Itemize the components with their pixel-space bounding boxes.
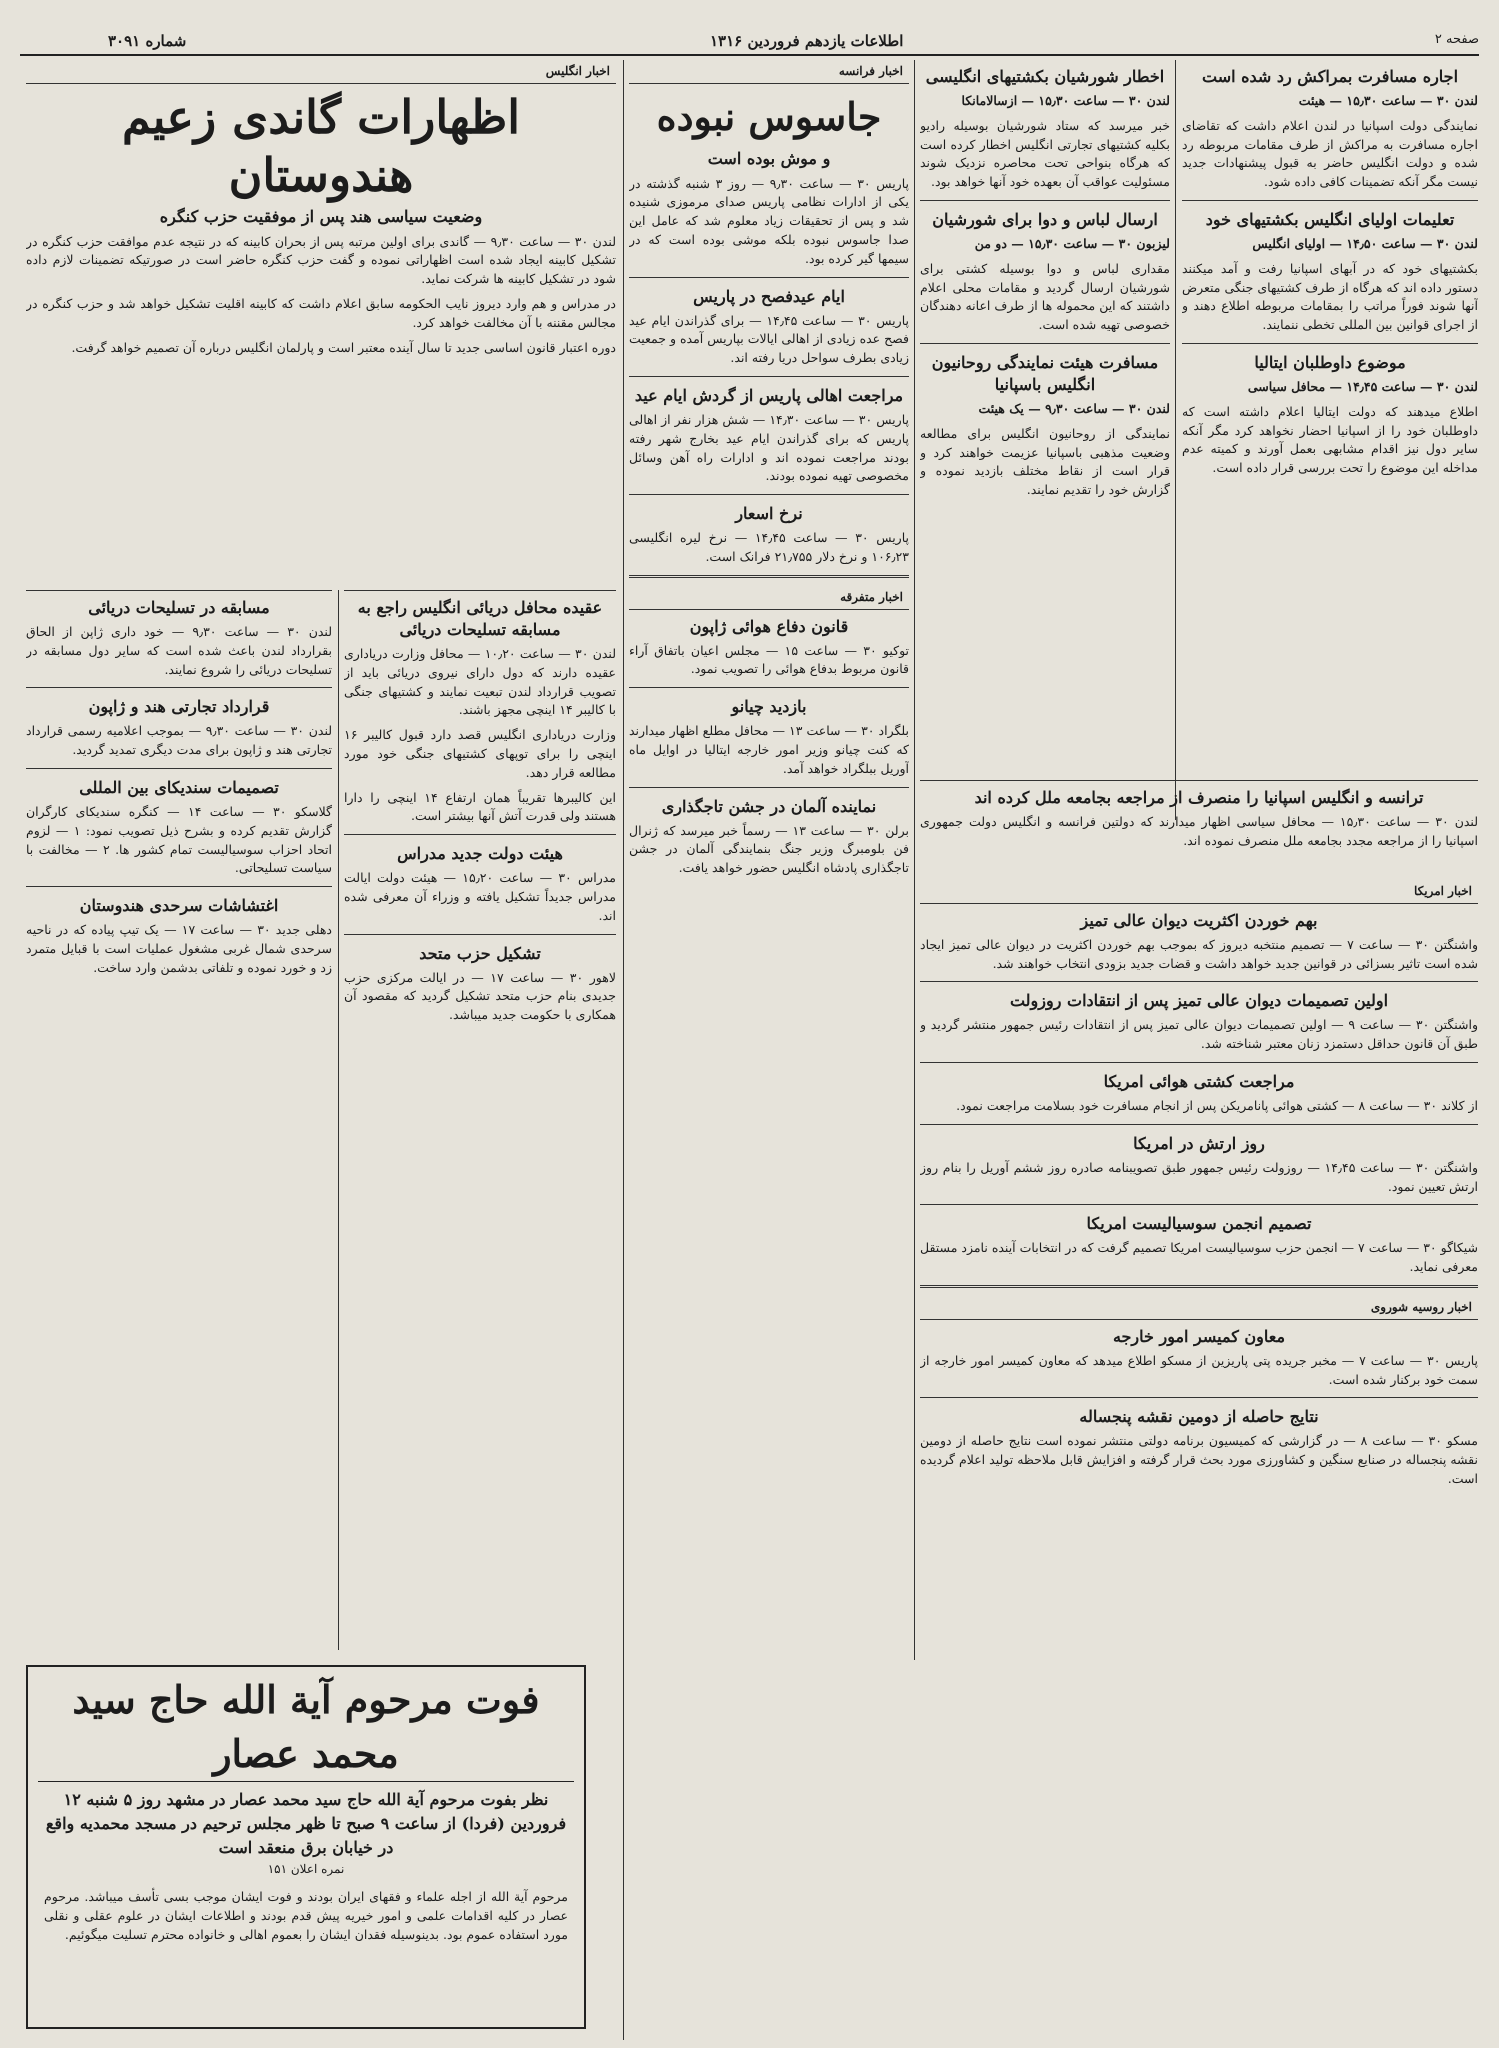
article-dateline: لندن ۳۰ — ساعت ۹٫۳۰ — یک هیئت xyxy=(978,400,1170,416)
article-body: لندن ۳۰ — ساعت ۹٫۳۰ — گاندی برای اولین مرتبه پس از بحران کابینه که در نتیجه عدم موافقت حزب کنگره در تشکیل کابینه ایجاد شده است اظهاراتی نموده و گفت حزب کنگره حاضر است در صورتیکه تضمینات لازم داده شود در تشکیل کابینه ها شرکت نماید. xyxy=(26,233,616,287)
article-body: پاریس ۳۰ — ساعت ۱۴٫۴۵ — برای گذراندن ایام عید فصح عده زیادی از اهالی ایالات بپاریس آمده و جمعیت زیادی بطرف سواحل دریا رفته اند. xyxy=(629,312,909,366)
notice-number: نمره اعلان ۱۵۱ xyxy=(267,1862,345,1876)
section-label: اخبار فرانسه xyxy=(629,60,909,84)
column-middle xyxy=(26,590,332,1651)
article-body: گلاسکو ۳۰ — ساعت ۱۴ — کنگره سندیکای کارگران گزارش تقدیم کرده و بشرح ذیل تصویب نمود: ۱ — لزوم اتحاد احزاب سوسیالیست تمام کشور ها. ۲ — مخالفت با سیاست تسلیحاتی. xyxy=(26,803,332,876)
article-headline: مراجعت کشتی هوائی امریکا xyxy=(1103,1071,1295,1091)
article-body: لاهور ۳۰ — ساعت ۱۷ — در ایالت مرکزی حزب جدیدی بنام حزب متحد تشکیل گردید که مقصود آن همکاری با حکومت جدید میباشد. xyxy=(344,969,616,1023)
article-headline: ترانسه و انگلیس اسپانیا را منصرف از مراجعه بجامعه ملل کرده اند xyxy=(974,788,1424,807)
section-label: اخبار روسیه شوروی xyxy=(920,1296,1478,1320)
article-headline: مسابقه در تسلیحات دریائی xyxy=(88,598,270,617)
spy-headline: جاسوس نبوده xyxy=(656,93,882,139)
article-body: خبر میرسد که ستاد شورشیان بوسیله رادیو بکلیه کشتیهای تجارتی انگلیس اخطار کرده است که هرگاه بنواحی تحت محاصره نزدیک شوند مسئولیت عواقب آن بعهده خود آنها خواهد بود. xyxy=(920,117,1170,190)
page-header xyxy=(20,28,1479,56)
article-body: شیکاگو ۳۰ — ساعت ۷ — انجمن حزب سوسیالیست امریکا تصمیم گرفت که در انتخابات آینده نامزد مستقل معرفی نماید. xyxy=(920,1240,1478,1275)
article-spain-league xyxy=(920,780,1478,871)
article-headline: بازدید چیانو xyxy=(731,697,807,717)
page-number: صفحه ۲ xyxy=(1434,32,1479,47)
page-date: اطلاعات یازدهم فروردین ۱۳۱۶ xyxy=(710,32,904,50)
article-headline: معاون کمیسر امور خارجه xyxy=(1112,1326,1286,1346)
obituary-notice: نظر بفوت مرحوم آیة الله حاج سید محمد عصار در مشهد روز ۵ شنبه ۱۲ فروردین (فردا) از ساعت ۹ صبح تا ظهر مجلس ترحیم در مسجد محمدیه واقع در خیابان برق منعقد است xyxy=(45,1790,567,1857)
article-body: پاریس ۳۰ — ساعت ۱۴٫۴۵ — نرخ لیره انگلیسی ۱۰۶٫۲۳ و نرخ دلار ۲۱٫۷۵۵ فرانک است. xyxy=(629,530,909,564)
article-body: پاریس ۳۰ — ساعت ۹٫۳۰ — روز ۳ شنبه گذشته در یکی از ادارات نظامی پاریس صدای مرموزی شنیده شد و پس از تحقیقات زیاد معلوم شد که عامل این صدا جاسوس نبوده بلکه موشی بوده است که در سیمها گیر کرده بود. xyxy=(629,175,909,266)
article-headline: نرخ اسعار xyxy=(735,504,803,524)
article-body: در مدراس و هم وارد دیروز نایب الحکومه سابق اعلام داشت که کابینه اقلیت تشکیل خواهد شد و حزب کنگره در مجالس مقننه با آن مخالفت خواهد کرد. xyxy=(26,295,616,330)
article-body: پاریس ۳۰ — ساعت ۱۴٫۳۰ — شش هزار نفر از اهالی پاریس که برای گذراندن ایام عید بخارج شهر رفته بودند مراجعت نموده اند و ادارات راه آهن وسائل مخصوصی تهیه نموده بودند. xyxy=(629,411,909,484)
article-body: واشنگتن ۳۰ — ساعت ۱۴٫۴۵ — روزولت رئیس جمهور طبق تصویبنامه صادره روز ششم آوریل را بنام روز ارتش تعیین نمود. xyxy=(920,1159,1478,1194)
column-spain-insurgents xyxy=(920,60,1170,800)
article-body: بکشتیهای خود که در آبهای اسپانیا رفت و آمد میکنند دستور داده اند که هرگاه از طرف کشتیهای جنگی متعرض آنها شوند فوراً مراتب را بمقامات مربوطه اطلاع دهند و از اجرای قوانین بین المللی تخطی ننمایند. xyxy=(1182,260,1478,333)
article-headline: تعلیمات اولیای انگلیس بکشتیهای خود xyxy=(1205,209,1455,229)
column-rule xyxy=(1175,60,1176,820)
column-rule xyxy=(914,60,915,1660)
article-headline: موضوع داوطلبان ایتالیا xyxy=(1254,352,1406,372)
article-body: دهلی جدید ۳۰ — ساعت ۱۷ — یک تیپ پیاده که در ناحیه سرحدی شمال غربی مشغول عملیات است با قبایل متمرد زد و خورد نموده و تلفاتی بدشمن وارد ساخت. xyxy=(26,922,332,975)
article-headline: تشکیل حزب متحد xyxy=(419,943,541,963)
section-america-russia xyxy=(920,880,1478,2020)
column-france xyxy=(629,60,909,2020)
article-body: مدراس ۳۰ — ساعت ۱۵٫۲۰ — هیئت دولت ایالت مدراس جدیداً تشکیل یافته و وزراء آن معرفی شده اند. xyxy=(344,870,616,923)
article-body: این کالیبرها تقریباً همان ارتفاع ۱۴ اینچی را دارا هستند ولی قدرت آتش آنها بیشتر است. xyxy=(344,789,616,824)
article-headline: ایام عیدفصح در پاریس xyxy=(693,286,845,306)
article-headline: عقیده محافل دریائی انگلیس راجع به مسابقه تسلیحات دریائی xyxy=(357,598,603,639)
article-headline: نتایج حاصله از دومین نقشه پنجساله xyxy=(1079,1407,1319,1427)
article-body: اطلاع میدهند که دولت ایتالیا اعلام داشته است که داوطلبان خود را از اسپانیا احضار نخواهد کرد مگر آنکه سایر دول نیز اقدام مشابهی بعمل آورند و کمیته عدم مداخله این موضوع را تحت بررسی قرار داده است. xyxy=(1182,403,1478,476)
article-headline: هیئت دولت جدید مدراس xyxy=(397,844,563,864)
article-dateline: لندن ۳۰ — ساعت ۱۵٫۳۰ — ازسالامانکا xyxy=(961,93,1170,108)
article-headline: قانون دفاع هوائی ژاپون xyxy=(689,616,849,636)
article-dateline: لندن ۳۰ — ساعت ۱۵٫۳۰ — هیئت xyxy=(1298,93,1478,108)
article-headline: تصمیم انجمن سوسیالیست امریکا xyxy=(1086,1214,1312,1234)
article-body: برلن ۳۰ — ساعت ۱۳ — رسماً خبر میرسد که ژنرال فن بلومبرگ وزیر جنگ بنمایندگی آلمان در جشن تاجگذاری پادشاه انگلیس حضور خواهد یافت. xyxy=(629,822,909,876)
article-body: لندن ۳۰ — ساعت ۹٫۳۰ — بموجب اعلامیه رسمی قرارداد تجارتی هند و ژاپون برای مدت دیگری تمدید گردید. xyxy=(26,723,332,758)
article-body: لندن ۳۰ — ساعت ۱۰٫۲۰ — محافل وزارت دریاداری عقیده دارند که دول دارای نیروی دریائی باید از تصویب قرارداد لندن تبعیت نمایند و کشتیهای جنگی با کالیبر ۱۴ اینچی مجهز باشند. xyxy=(344,646,616,718)
article-headline: تصمیمات سندیکای بین المللی xyxy=(79,777,279,797)
column-rule xyxy=(338,590,339,1650)
article-headline: اجاره مسافرت بمراکش رد شده است xyxy=(1201,67,1459,86)
article-headline: بهم خوردن اکثریت دیوان عالی تمیز xyxy=(1080,910,1318,930)
article-headline: قرارداد تجارتی هند و ژاپون xyxy=(88,697,270,717)
issue-number: شماره ۳۰۹۱ xyxy=(108,32,187,50)
article-body: نمایندگی دولت اسپانیا در لندن اعلام داشت که تقاضای اجاره مسافرت به مراکش از طرف مقامات مربوطه رد شده و دولت انگلیس حاضر به قبول پیشنهادات جدید نیست مگر آنکه تضمینات کافی داده شود. xyxy=(1182,117,1478,190)
article-headline: مراجعت اهالی پاریس از گردش ایام عید xyxy=(634,385,904,405)
article-body: مسکو ۳۰ — ساعت ۸ — در گزارشی که کمیسیون برنامه دولتی منتشر نموده است نتایج حاصله از دومین نقشه پنجساله در صنایع سنگین و کشاورزی مورد بحث قرار گرفته و افزایش قابل ملاحظه تولید اعلام گردیده است. xyxy=(920,1433,1478,1486)
article-body: پاریس ۳۰ — ساعت ۷ — مخبر جریده پتی پاریزین از مسکو اطلاع میدهد که معاون کمیسر امور خارجه از سمت خود برکنار شده است. xyxy=(920,1352,1478,1387)
article-headline: نماینده آلمان در جشن تاجگذاری xyxy=(661,796,877,816)
section-label: اخبار متفرقه xyxy=(629,586,909,610)
column-navy xyxy=(344,590,616,1651)
article-dateline: لندن ۳۰ — ساعت ۱۴٫۴۵ — محافل سیاسی xyxy=(1247,378,1478,394)
article-body: لندن ۳۰ — ساعت ۹٫۳۰ — خود داری ژاپن از الحاق بقرارداد لندن باعث شده است که سایر دول مسابقه در تسلیحات دریائی را شروع نمایند. xyxy=(26,624,332,677)
article-body: بلگراد ۳۰ — ساعت ۱۳ — محافل مطلع اظهار میدارند که کنت چیانو وزیر امور خارجه ایتالیا در اوایل ماه آوریل ببلگراد خواهد آمد. xyxy=(629,723,909,776)
article-headline: روز ارتش در امریکا xyxy=(1133,1133,1265,1153)
article-headline: اغتشاشات سرحدی هندوستان xyxy=(79,896,279,916)
column-rule xyxy=(623,60,624,2040)
article-body: نمایندگی از روحانیون انگلیس برای مطالعه وضعیت مذهبی باسپانیا عزیمت خواهند کرد و قرار است از نقاط مختلف بازدید نموده و گزارش خود را تقدیم نمایند. xyxy=(920,425,1170,498)
article-dateline: لندن ۳۰ — ساعت ۱۴٫۵۰ — اولیای انگلیس xyxy=(1252,235,1478,251)
article-headline: اخطار شورشیان بکشتیهای انگلیسی xyxy=(925,67,1165,86)
article-body: از کلاند ۳۰ — ساعت ۸ — کشتی هوائی پانامریکن پس از انجام مسافرت خود بسلامت مراجعت نمود. xyxy=(956,1097,1478,1113)
article-body: وزارت دریاداری انگلیس قصد دارد قبول کالیبر ۱۶ اینچی را برای توپهای کشتیهای جنگی خود مورد مطالعه قرار دهد. xyxy=(344,727,616,780)
article-body: واشنگتن ۳۰ — ساعت ۹ — اولین تصمیمات دیوان عالی تمیز پس از انتقادات رئیس جمهور منتشر گردید و طبق آن قانون حداقل دستمزد زنان معتبر شناخته شد. xyxy=(920,1017,1478,1052)
obituary-title: فوت مرحوم آیة الله حاج سید محمد عصار xyxy=(38,1673,574,1782)
article-gandhi xyxy=(26,60,616,580)
article-headline: مسافرت هیئت نمایندگی روحانیون انگلیس باسپانیا xyxy=(931,352,1159,394)
column-spain-right xyxy=(1182,60,1478,800)
article-body: واشنگتن ۳۰ — ساعت ۷ — تصمیم منتخبه دیروز که بموجب بهم خوردن اکثریت در دیوان عالی تمیز ایجاد شده است تاثیر بسزائی در قوانین جدید خواهد داشت و قضات جدید بزودی انتخاب خواهند شد. xyxy=(920,936,1478,971)
section-label: اخبار انگلیس xyxy=(26,60,616,84)
article-headline: اولین تصمیمات دیوان عالی تمیز پس از انتقادات روزولت xyxy=(1009,991,1389,1011)
article-body: دوره اعتبار قانون اساسی جدید تا سال آینده معتبر است و پارلمان انگلیس درباره آن تصمیم خواهد گرفت. xyxy=(71,339,616,355)
article-body: مقداری لباس و دوا بوسیله کشتی برای شورشیان ارسال گردید و مقامات محلی اعلام داشتند که این محموله ها از طرف اعانه دهندگان خصوصی تهیه شده است. xyxy=(920,260,1170,333)
article-body: توکیو ۳۰ — ساعت ۱۵ — مجلس اعیان باتفاق آراء قانون مربوط بدفاع هوائی را تصویب نمود. xyxy=(629,642,909,677)
spy-subheadline: و موش بوده است xyxy=(707,148,831,168)
gandhi-headline: اظهارات گاندی زعیم هندوستان xyxy=(122,89,520,202)
gandhi-subheadline: وضعیت سیاسی هند پس از موفقیت حزب کنگره xyxy=(159,206,483,226)
obituary-box xyxy=(26,1665,586,2029)
article-body: لندن ۳۰ — ساعت ۱۵٫۳۰ — محافل سیاسی اظهار میدارند که دولتین فرانسه و انگلیس دولت جمهوری اسپانیا را از مراجعه مجدد بجامعه ملل منصرف نموده اند. xyxy=(920,814,1478,848)
section-label: اخبار امریکا xyxy=(920,880,1478,904)
article-headline: ارسال لباس و دوا برای شورشیان xyxy=(932,209,1158,229)
article-dateline: لیزبون ۳۰ — ساعت ۱۵٫۳۰ — دو من xyxy=(974,235,1170,251)
obituary-body: مرحوم آیة الله از اجله علماء و فقهای ایران بودند و فوت ایشان موجب بسی تأسف میباشد. مرحوم عصار در کلیه اقدامات علمی و امور خیریه پیش قدم بودند و اطلاعات ایشان در علوم عقلی و نقلی مورد استفاده عموم بود. بدینوسیله فقدان ایشان را بعموم اهالی و خانواده محترم تسلیت میگوئیم. xyxy=(44,1889,568,1942)
